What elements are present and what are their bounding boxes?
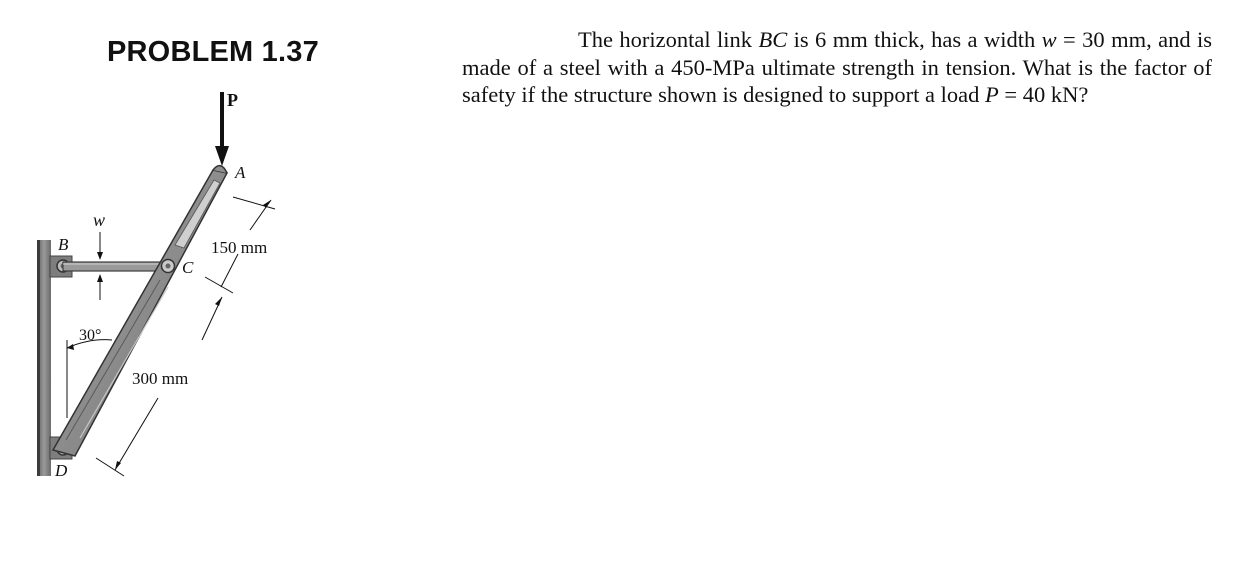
statement-text-4: = 40 kN? <box>998 82 1089 107</box>
problem-title: PROBLEM 1.37 <box>107 36 319 68</box>
label-point-a: A <box>235 163 246 182</box>
label-dimension-300: 300 mm <box>132 369 189 388</box>
label-load-p: P <box>227 90 238 110</box>
member-ad <box>53 166 227 456</box>
label-point-d: D <box>55 461 68 480</box>
structure-diagram <box>0 0 460 588</box>
statement-text-2: is 6 mm thick, has a width <box>787 27 1042 52</box>
statement-var-w: w <box>1041 27 1057 52</box>
label-point-c: C <box>182 258 194 277</box>
statement-var-bc: BC <box>758 27 788 52</box>
label-width-w: w <box>93 210 106 230</box>
statement-text-1: The horizontal link <box>578 27 759 52</box>
link-bc <box>63 262 168 271</box>
pin-c <box>162 260 175 273</box>
problem-statement <box>462 26 1212 109</box>
statement-var-p: P <box>985 82 999 107</box>
label-dimension-150: 150 mm <box>211 238 268 257</box>
label-angle: 30° <box>79 327 102 344</box>
label-point-b: B <box>58 235 69 254</box>
statement-text-3: = 30 mm, and is made of a steel with a 450-MPa ultimate strength in tension. What is the factor of safety if the structure shown is designed to support a load <box>462 27 1213 107</box>
wall-support <box>37 240 51 476</box>
